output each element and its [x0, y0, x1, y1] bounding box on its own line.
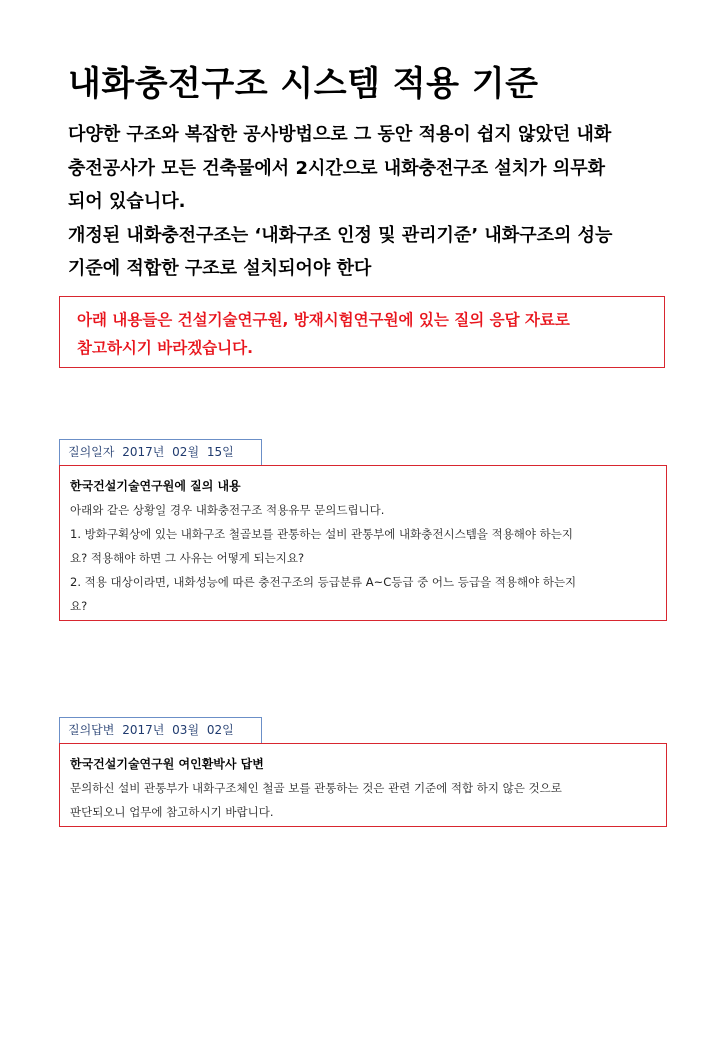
question-tag-label: 질의일자: [68, 445, 115, 459]
question-date-tag: [59, 439, 262, 465]
question-heading: 한국건설기술연구원에 질의 내용: [70, 479, 241, 493]
intro-line: 충전공사가 모든 건축물에서 2시간으로 내화충전구조 설치가 의무화: [68, 157, 605, 179]
intro-paragraph: [68, 118, 678, 286]
answer-line: 문의하신 설비 관통부가 내화구조체인 철골 보를 관통하는 것은 관련 기준에 적합 하지 않은 것으로: [70, 781, 562, 795]
answer-day: 02일: [206, 723, 234, 737]
question-year: 2017년: [122, 445, 165, 459]
question-month: 02월: [172, 445, 200, 459]
answer-year: 2017년: [122, 723, 165, 737]
intro-line: 다양한 구조와 복잡한 공사방법으로 그 동안 적용이 쉽지 않았던 내화: [68, 124, 612, 145]
intro-line: 개정된 내화충전구조는 ‘내화구조 인정 및 관리기준’ 내화구조의 성능: [68, 224, 613, 246]
answer-tag-label: 질의답변: [68, 723, 115, 737]
answer-heading: 한국건설기술연구원 여인환박사 답변: [70, 757, 264, 771]
notice-text: [77, 306, 570, 362]
notice-line: 아래 내용들은 건설기술연구원, 방재시험연구원에 있는 질의 응답 자료로: [77, 311, 570, 329]
question-line: 2. 적용 대상이라면, 내화성능에 따른 충전구조의 등급분류 A~C등급 중 어느 등급을 적용해야 하는지: [70, 575, 577, 589]
answer-date-tag: [59, 717, 262, 743]
answer-box: [59, 743, 667, 827]
question-line: 요? 적용해야 하면 그 사유는 어떻게 되는지요?: [70, 551, 305, 565]
notice-line: 참고하시기 바라겠습니다.: [77, 339, 253, 357]
page-title: 내화충전구조 시스템 적용 기준: [68, 64, 539, 104]
notice-box: [59, 296, 665, 368]
question-day: 15일: [206, 445, 234, 459]
intro-line: 되어 있습니다.: [68, 191, 186, 212]
question-line: 1. 방화구획상에 있는 내화구조 철골보를 관통하는 설비 관통부에 내화충전시스템을 적용해야 하는지: [70, 527, 573, 541]
question-box: [59, 465, 667, 621]
question-line: 아래와 같은 상황일 경우 내화충전구조 적용유무 문의드립니다.: [70, 503, 385, 517]
intro-line: 기준에 적합한 구조로 설치되어야 한다: [68, 258, 372, 279]
answer-line: 판단되오니 업무에 참고하시기 바랍니다.: [70, 805, 274, 819]
question-line: 요?: [70, 599, 88, 613]
answer-month: 03월: [172, 723, 200, 737]
